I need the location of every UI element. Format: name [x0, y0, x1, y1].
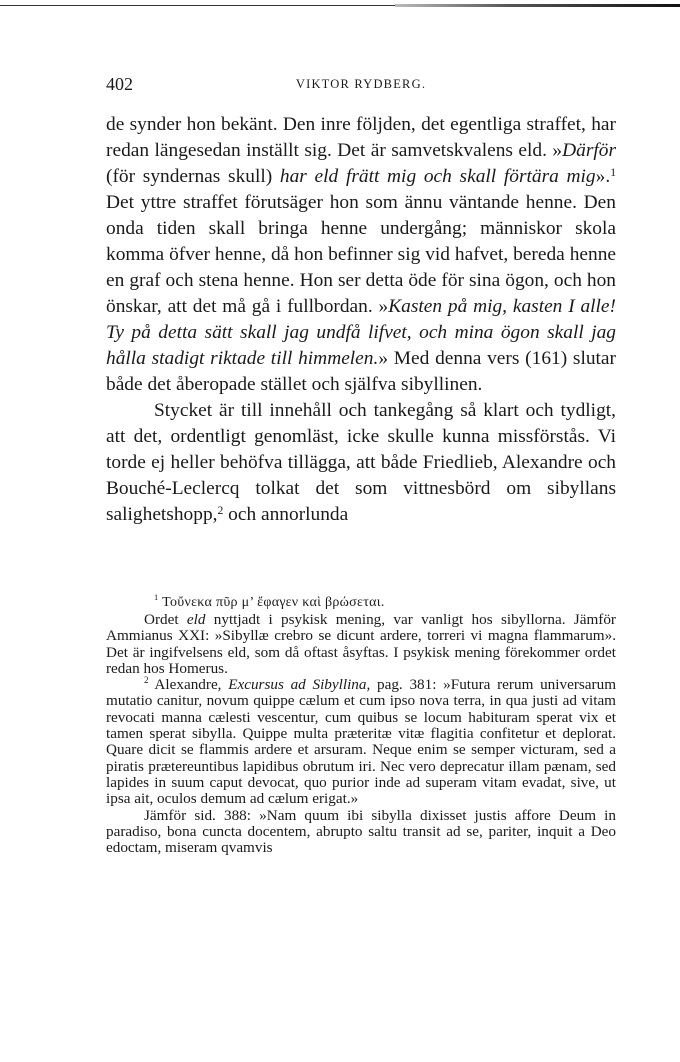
main-text: [106, 112, 616, 528]
top-border-rule: [0, 3, 680, 9]
page-number: 402: [106, 74, 133, 94]
footnote-2-text: $^2$ Alexandre, Excursus ad Sibyllina, pag. 381: »Futura rerum universarum mutatio canitur, novum quippe cælum et cum ipso nova terra, in qua justi ad vitam revocati manna cælesti vescentur, cum quibus se locum habituram sperat vix et tamen sperat sibylla. Quippe multa præteritæ vitæ flagitia confitetur et deplorat. Quare dicit se flammis ardere et arsuram. Neque enim se semper victuram, sed a piratis prætereuntibus lapidibus obrutum iri. Nec vero deprecatur illam pænam, sed lapides in suum caput devocat, quo purior inde ad superam vitam evadat, sive, ut ipsa ait, oculos demum ad cælum erigat.»: [106, 675, 617, 808]
footnotes: [106, 594, 616, 856]
page-header: [106, 74, 616, 96]
running-head: VIKTOR RYDBERG.: [295, 77, 427, 91]
paragraph-2: Stycket är till innehåll och tankegång så klart och tydligt, att det, ordentligt genomläst, icke skulle kunna missförstås. Vi torde ej heller behöfva tillägga, att både Friedlieb, Alexandre och Bouché-Leclercq tolkat det som vittnesbörd om sibyllans salighetshopp,$^2$ och annorlunda: [106, 400, 616, 525]
footnote-2-continued: Jämför sid. 388: »Nam quum ibi sibylla dixisset justis affore Deum in paradiso, bona cuncta docentem, abrupto saltu transit ad se, pariter, inquit a Deo edoctam, miseram qvamvis: [106, 806, 616, 857]
paragraph-1: de synder hon bekänt. Den inre följden, det egentliga straffet, har redan längesedan inställt sig. Det är samvetskvalens eld. »Därför (för syndernas skull) har eld frätt mig och skall förtära mig».$^1$ Det yttre straffet förutsäger hon som ännu väntande henne. Den onda tiden skall bringa henne undergång; människor skola komma öfver henne, då hon befinner sig vid hafvet, bereda henne en graf och stena henne. Hon ser detta öde för sina ögon, och hon önskar, att det må gå i fullbordan. »Kasten på mig, kasten I alle! Ty på detta sätt skall jag undfå lifvet, och mina ögon skall jag hålla stadigt riktade till himmelen.» Med denna vers (161) slutar både det åberopade stället och själfva sibyllinen.: [106, 114, 616, 395]
footnote-ref-1: 1: [610, 166, 616, 179]
footnote-ref-2: 2: [217, 504, 224, 517]
footnote-1-greek: $^1$ Τοὔνεκα πῦρ μ’ ἔφαγεν καὶ βρώσεται.: [154, 593, 385, 610]
footnote-1-text: Ordet eld nyttjadt i psykisk mening, var vanligt hos sibyllorna. Jämför Ammianus XXI: »Sibyllæ crebro se dicunt ardere, torreri vi magna flammarum». Det är ingifvelsens eld, som då oftast åsyftas. I psykisk mening förekommer ordet redan hos Homerus.: [106, 611, 616, 677]
